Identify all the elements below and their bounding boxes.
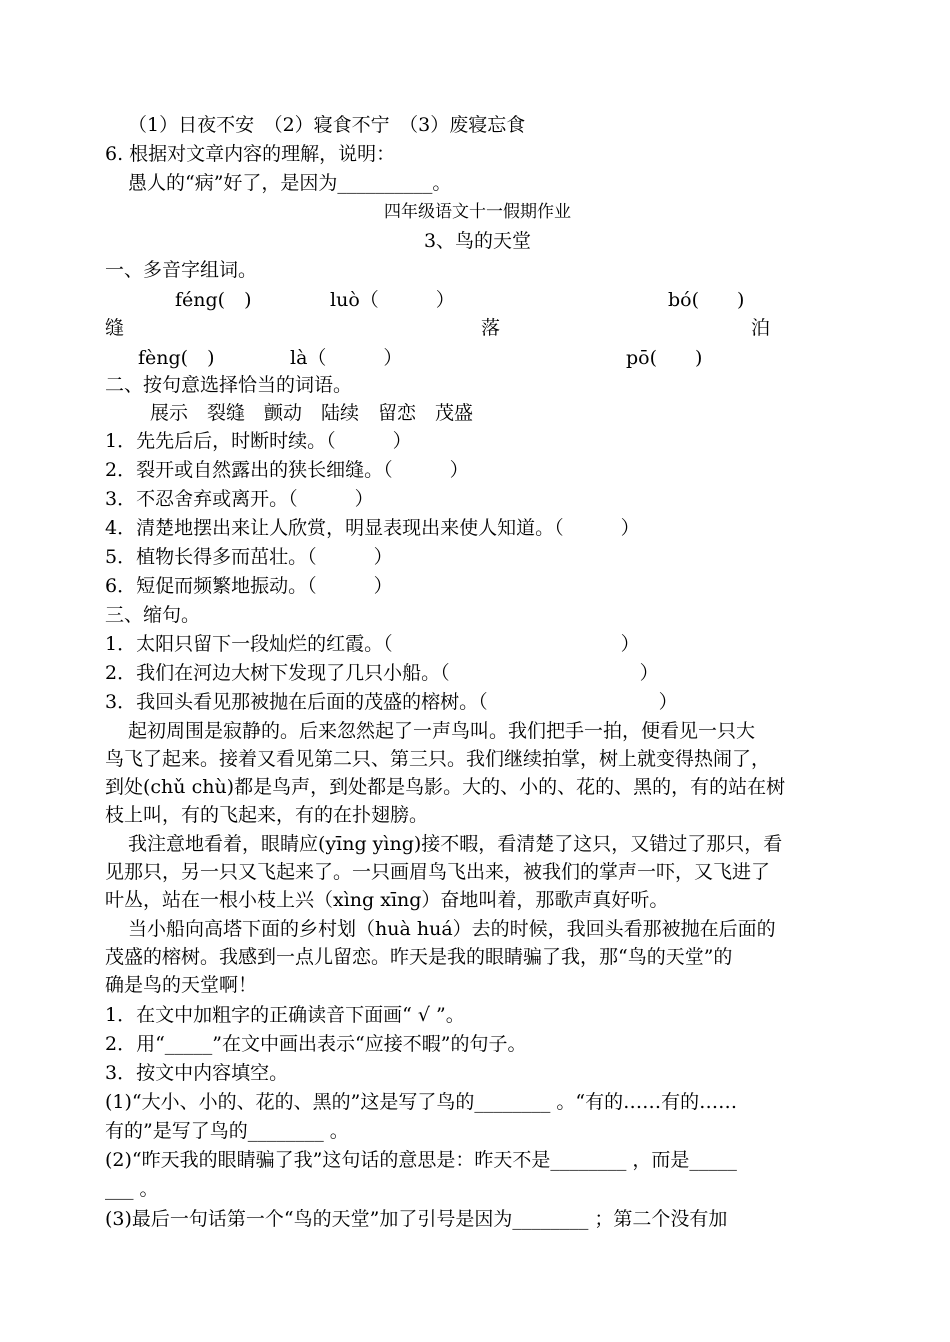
passage-line: 我注意地看着，眼睛应(yīng yìng)接不暇，看清楚了这只，又错过了那只，看	[128, 833, 783, 855]
word-bank: 展示 裂缝 颤动 陆续 留恋 茂盛	[150, 402, 474, 424]
question-2: 2．用“_____”在文中画出表示“应接不暇”的句子。	[105, 1033, 527, 1055]
section-3-item: 2．我们在河边大树下发现了几只小船。（ ）	[105, 662, 659, 684]
pinyin-feng: féng( )	[175, 289, 252, 311]
passage-line: 见那只，另一只又飞起来了。一只画眉鸟飞出来，被我们的掌声一吓，又飞进了	[105, 861, 771, 883]
section-2-item: 6．短促而频繁地振动。（ ）	[105, 575, 393, 597]
pinyin-luo: luò（ ）	[330, 289, 455, 311]
passage-line: 当小船向高塔下面的乡村划（huà huá）去的时候，我回头看那被抛在后面的	[128, 918, 776, 940]
passage-line: 茂盛的榕树。我感到一点儿留恋。昨天是我的眼睛骗了我，那“鸟的天堂”的	[105, 946, 733, 968]
passage-line: 确是鸟的天堂啊！	[105, 974, 258, 996]
section-2-title: 二、按句意选择恰当的词语。	[105, 374, 353, 396]
document-title: 四年级语文十一假期作业	[384, 202, 571, 222]
section-3-title: 三、缩句。	[105, 604, 201, 626]
passage-line: 起初周围是寂静的。后来忽然起了一声鸟叫。我们把手一拍，便看见一只大	[128, 720, 756, 742]
char-luo: 落	[481, 317, 501, 339]
section-2-item: 1．先先后后，时断时续。（ ）	[105, 430, 412, 452]
section-2-item: 4．清楚地摆出来让人欣赏，明显表现出来使人知道。（ ）	[105, 517, 640, 539]
question-3-1-line-2: 有的”是写了鸟的________ 。	[105, 1120, 349, 1142]
question-1: 1．在文中加粗字的正确读音下面画“ √ ”。	[105, 1004, 465, 1026]
lesson-title: 3、鸟的天堂	[423, 230, 532, 252]
answer-options: （1）日夜不安 （2）寝食不宁 （3）废寝忘食	[128, 114, 526, 136]
question-3-2-line-2: ___ 。	[105, 1178, 159, 1200]
section-1-title: 一、多音字组词。	[105, 259, 258, 281]
section-2-item: 3．不忍舍弃或离开。（ ）	[105, 488, 374, 510]
pinyin-la: là（ ）	[290, 347, 403, 369]
question-3: 3．按文中内容填空。	[105, 1062, 289, 1084]
question-3-3-line-1: (3)最后一句话第一个“鸟的天堂”加了引号是因为________ ；第二个没有加	[105, 1208, 728, 1230]
passage-line: 枝上叫，有的飞起来，有的在扑翅膀。	[105, 804, 429, 826]
section-3-item: 1．太阳只留下一段灿烂的红霞。（ ）	[105, 633, 640, 655]
char-bo: 泊	[751, 317, 771, 339]
passage-line: 鸟飞了起来。接着又看见第二只、第三只。我们继续拍掌，树上就变得热闹了，	[105, 748, 771, 770]
pinyin-bo: bó( )	[668, 289, 745, 311]
section-2-item: 5．植物长得多而茁壮。（ ）	[105, 546, 393, 568]
question-3-2-line-1: (2)“昨天我的眼睛骗了我”这句话的意思是：昨天不是________ ，而是_____	[105, 1149, 737, 1171]
passage-line: 到处(chǔ chù)都是鸟声，到处都是鸟影。大的、小的、花的、黑的，有的站在树	[105, 776, 786, 798]
pinyin-feng2: fèng( )	[138, 347, 215, 369]
pinyin-po: pō( )	[626, 347, 703, 369]
question-6-blank: 愚人的“病”好了，是因为__________。	[128, 172, 452, 194]
question-3-1-line-1: (1)“大小、小的、花的、黑的”这是写了鸟的________ 。“有的……有的……	[105, 1091, 738, 1113]
char-feng: 缝	[105, 317, 125, 339]
section-3-item: 3．我回头看见那被抛在后面的茂盛的榕树。（ ）	[105, 691, 678, 713]
section-2-item: 2．裂开或自然露出的狭长细缝。（ ）	[105, 459, 469, 481]
question-6: 6. 根据对文章内容的理解，说明：	[105, 143, 396, 165]
passage-line: 叶丛，站在一根小枝上兴（xìng xīng）奋地叫着，那歌声真好听。	[105, 889, 669, 911]
